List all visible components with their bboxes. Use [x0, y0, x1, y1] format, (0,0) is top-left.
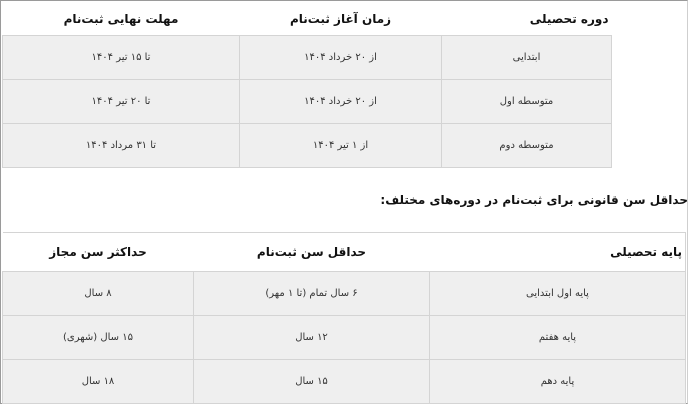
- cell-grade-level: پایه اول ابتدایی: [430, 272, 686, 316]
- age-requirements-heading: حداقل سن قانونی برای ثبت‌نام در دوره‌های مختلف:: [380, 193, 688, 207]
- header-grade-level: پایه تحصیلی: [430, 233, 686, 272]
- cell-maximum-age: ۱۵ سال (شهری): [3, 316, 194, 360]
- table-header-row: [3, 2, 612, 36]
- cell-deadline: تا ۳۱ مرداد ۱۴۰۴: [3, 124, 240, 168]
- cell-start-date: از ۲۰ خرداد ۱۴۰۴: [240, 80, 442, 124]
- cell-minimum-age: ۱۵ سال: [194, 360, 430, 404]
- table-row: [3, 316, 686, 360]
- cell-minimum-age: ۱۲ سال: [194, 316, 430, 360]
- cell-education-level: ابتدایی: [442, 36, 612, 80]
- header-maximum-age: حداکثر سن مجاز: [3, 233, 194, 272]
- cell-maximum-age: ۸ سال: [3, 272, 194, 316]
- table-row: [3, 360, 686, 404]
- cell-start-date: از ۱ تیر ۱۴۰۴: [240, 124, 442, 168]
- table-row: [3, 36, 612, 80]
- cell-grade-level: پایه هفتم: [430, 316, 686, 360]
- cell-education-level: متوسطه اول: [442, 80, 612, 124]
- header-registration-deadline: مهلت نهایی ثبت‌نام: [3, 2, 240, 36]
- cell-deadline: تا ۲۰ تیر ۱۴۰۴: [3, 80, 240, 124]
- cell-education-level: متوسطه دوم: [442, 124, 612, 168]
- cell-maximum-age: ۱۸ سال: [3, 360, 194, 404]
- header-minimum-age: حداقل سن ثبت‌نام: [194, 233, 430, 272]
- minimum-age-table: [2, 232, 686, 404]
- cell-minimum-age: ۶ سال تمام (تا ۱ مهر): [194, 272, 430, 316]
- cell-grade-level: پایه دهم: [430, 360, 686, 404]
- header-registration-start: زمان آغاز ثبت‌نام: [240, 2, 442, 36]
- registration-dates-table: [2, 2, 612, 168]
- table-row: [3, 80, 612, 124]
- cell-deadline: تا ۱۵ تیر ۱۴۰۴: [3, 36, 240, 80]
- table-row: [3, 124, 612, 168]
- header-education-level: دوره تحصیلی: [442, 2, 612, 36]
- cell-start-date: از ۲۰ خرداد ۱۴۰۴: [240, 36, 442, 80]
- table-row: [3, 272, 686, 316]
- table-header-row: [3, 233, 686, 272]
